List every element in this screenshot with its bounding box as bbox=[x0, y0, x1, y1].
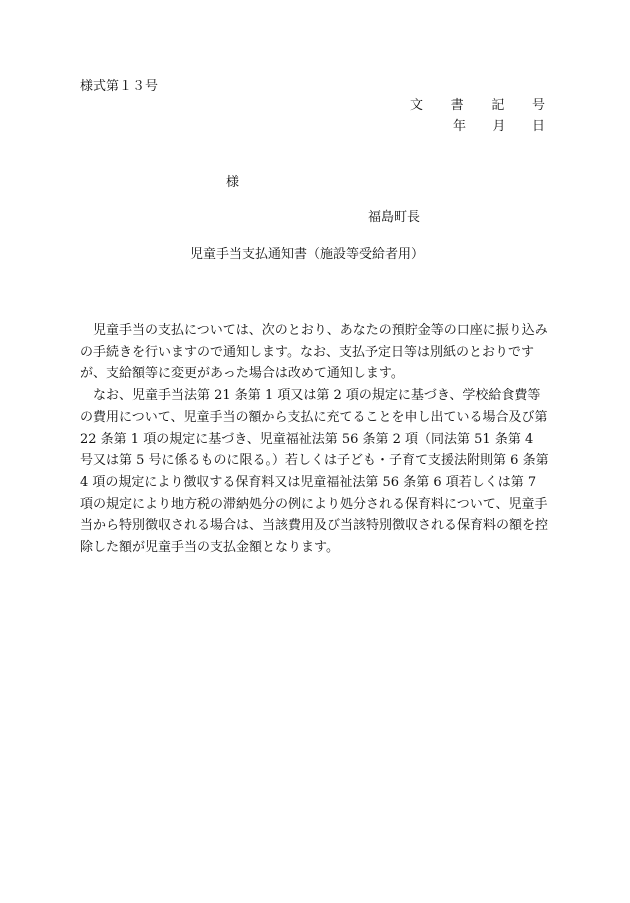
document-number-line bbox=[410, 97, 545, 115]
date-month-label: 月 bbox=[492, 119, 506, 134]
body-text bbox=[80, 320, 550, 559]
sender-title: 福島町長 bbox=[368, 210, 421, 225]
doc-number-char: 記 bbox=[491, 98, 505, 113]
date-year-label: 年 bbox=[453, 119, 467, 134]
body-paragraph: 児童手当の支払については、次のとおり、あなたの預貯金等の口座に振り込みの手続きを行いますので通知します。なお、支払予定日等は別紙のとおりですが、支給額等に変更があった場合は改めて通知します。 bbox=[80, 323, 548, 382]
doc-number-char: 号 bbox=[531, 98, 545, 113]
doc-number-char: 文 bbox=[410, 98, 424, 113]
date-day-label: 日 bbox=[531, 119, 545, 134]
document-title: 児童手当支払通知書（施設等受給者用） bbox=[190, 247, 425, 262]
recipient-honorific: 様 bbox=[226, 175, 240, 190]
body-paragraph: なお、児童手当法第 21 条第 1 項又は第 2 項の規定に基づき、学校給食費等の費用について、児童手当の額から支払に充てることを申し出ている場合及び第 22 条第 1 項の規定に基づき、児童福祉法第 56 条第 2 項（同法第 51 条第 4 号又は第 5 号に係るものに限る。）若しくは子ども・子育て支援法附則第 6 条第 4 項の規定により徴収する保育料又は児童福祉法第 56 条第 6 項若しくは第 7 項の規定により地方税の滞納処分の例により処分される保育料について、児童手当から特別徴収される場合は、当該費用及び当該特別徴収される保育料の額を控除した額が児童手当の支払金額となります。 bbox=[80, 388, 549, 556]
date-line bbox=[453, 118, 545, 136]
form-number: 様式第１３号 bbox=[80, 79, 159, 94]
doc-number-char: 書 bbox=[450, 98, 464, 113]
